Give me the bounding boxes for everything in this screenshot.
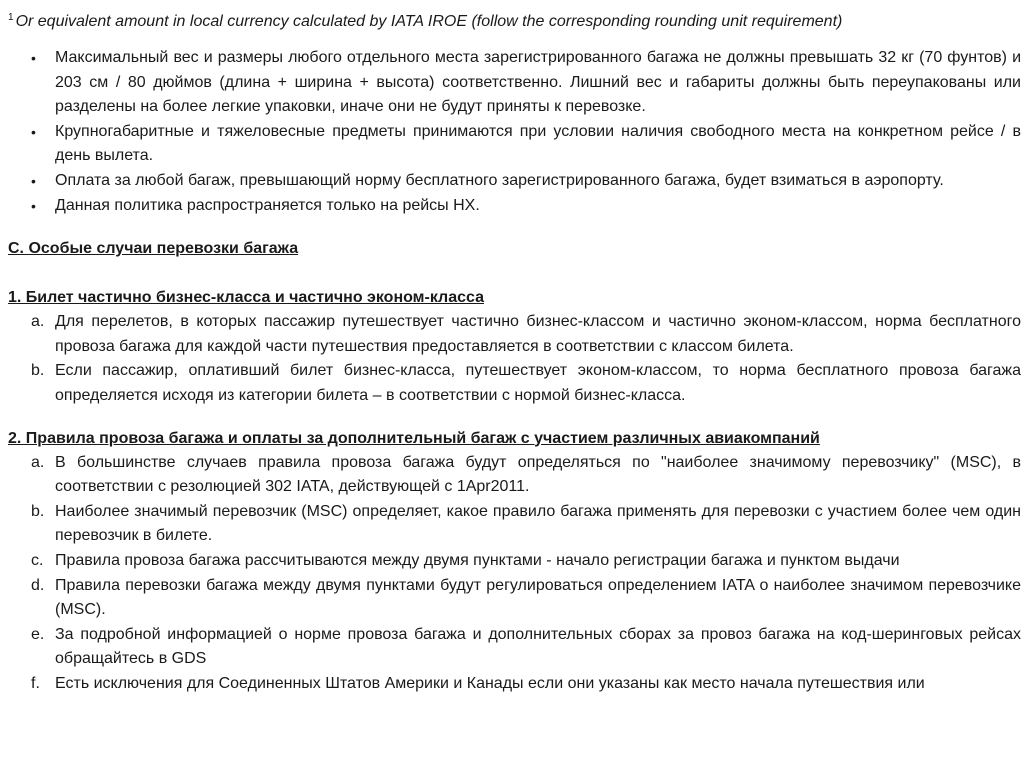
section-c-heading: C. Особые случаи перевозки багажа [8,240,299,258]
list-marker: c. [31,551,44,569]
section-2-list [8,451,1021,697]
list-marker: a. [31,453,45,471]
list-item [8,359,1021,408]
section-1-heading: 1. Билет частично бизнес-класса и частично эконом-класса [8,289,484,307]
list-marker: e. [31,625,45,643]
section-2-heading: 2. Правила провоза багажа и оплаты за дополнительный багаж с участием различных авиакомпаний [8,429,820,447]
list-item-text: Если пассажир, оплативший билет бизнес-класса, путешествует эконом-классом, то норма бесплатного провоза багажа определяется исходя из категории билета – в соответствии с нормой бизнес-класса. [55,362,1021,404]
footnote-text: Or equivalent amount in local currency calculated by IATA IROE (follow the corresponding rounding unit requirement) [15,13,843,30]
section-1-list [8,310,1021,408]
bullet-item [8,194,1021,219]
list-item [8,310,1021,359]
list-item [8,451,1021,500]
bullet-icon: • [31,123,36,140]
bullet-text: Оплата за любой багаж, превышающий норму бесплатного зарегистрированного багажа, будет взиматься в аэропорту. [55,171,944,189]
list-marker: a. [31,313,45,331]
list-item-text: Правила перевозки багажа между двумя пунктами будут регулироваться определением IATA о наиболее значимом перевозчике (MSC). [55,576,1021,619]
list-item [8,574,1021,623]
list-marker: f. [31,674,40,692]
list-item-text: Наиболее значимый перевозчик (MSC) определяет, какое правило багажа применять для перевозки с участием более чем один перевозчик в билете. [55,502,1021,545]
list-item [8,549,1021,574]
bullet-item [8,46,1021,120]
list-marker: b. [31,362,45,380]
list-item [8,623,1021,672]
list-marker: d. [31,576,45,594]
list-item-text: Для перелетов, в которых пассажир путешествует частично бизнес-классом и частично эконом-классом, норма бесплатного провоза багажа для каждой части путешествия предоставляется в соответствии с классом билета. [55,313,1021,355]
list-item-text: Правила провоза багажа рассчитываются между двумя пунктами - начало регистрации багажа и пунктом выдачи [55,551,900,569]
bullet-text: Максимальный вес и размеры любого отдельного места зарегистрированного багажа не должны превышать 32 кг (70 фунтов) и 203 см / 80 дюймов (длина + ширина + высота) соответственно. Лишний вес и габариты должны быть переупакованы или разделены на более легкие упаковки, иначе они не будут приняты к перевозке. [55,49,1021,116]
list-marker: b. [31,502,45,520]
footnote-marker: 1 [8,12,14,23]
list-item [8,500,1021,549]
list-item-text: В большинстве случаев правила провоза багажа будут определяться по "наиболее значимому перевозчику" (MSC), в соответствии с резолюцией 302 IATA, действующей с 1Apr2011. [55,453,1021,496]
list-item [8,672,1021,697]
bullet-text: Данная политика распространяется только на рейсы HX. [55,196,480,214]
bullet-text: Крупногабаритные и тяжеловесные предметы принимаются при условии наличия свободного места на конкретном рейсе / в день вылета. [55,122,1021,165]
bullet-icon: • [31,197,36,214]
bullet-item [8,120,1021,169]
bullet-item [8,169,1021,194]
footnote [8,6,1021,34]
bullet-icon: • [31,50,36,66]
list-item-text: За подробной информацией о норме провоза багажа и дополнительных сборах за провоз багажа на код-шеринговых рейсах обращайтесь в GDS [55,625,1021,668]
bullet-icon: • [31,172,36,189]
baggage-rules-bullet-list [8,46,1021,218]
list-item-text: Есть исключения для Соединенных Штатов Америки и Канады если они указаны как место начала путешествия или [55,674,925,692]
